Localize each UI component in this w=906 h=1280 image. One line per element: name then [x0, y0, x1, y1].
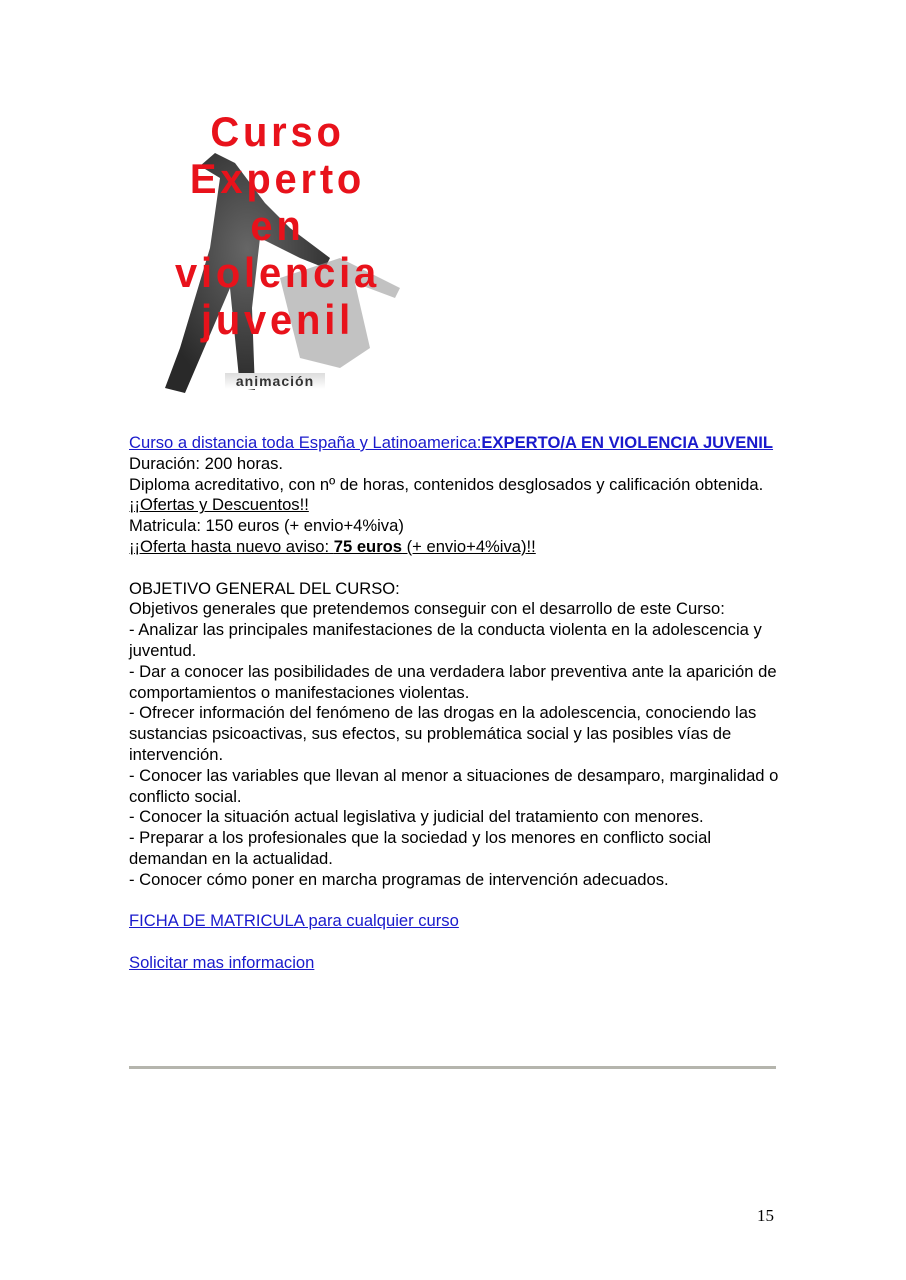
offer-price: 75 euros: [333, 536, 403, 556]
course-link-title: EXPERTO/A EN VIOLENCIA JUVENIL: [481, 433, 774, 452]
spacer: [129, 932, 779, 953]
offers-text: ¡¡Ofertas y Descuentos!!: [129, 495, 309, 515]
objective-item: - Conocer la situación actual legislativa y judicial del tratamiento con menores.: [129, 807, 704, 827]
enrollment-form-link[interactable]: FICHA DE MATRICULA para cualquier curso: [129, 911, 459, 931]
offer-text: [129, 537, 779, 558]
course-title-paragraph: [129, 433, 779, 454]
logo-line-2: Experto: [189, 155, 366, 202]
objective-item: - Dar a conocer las posibilidades de una verdadera labor preventiva ante la aparición de comportamientos o manifestaciones violentas.: [129, 661, 777, 702]
horizontal-rule: [129, 1066, 776, 1069]
offer-prefix: ¡¡Oferta hasta nuevo aviso:: [129, 536, 334, 556]
more-info-link[interactable]: Solicitar mas informacion: [129, 952, 315, 972]
diploma-text: Diploma acreditativo, con nº de horas, contenidos desglosados y calificación obtenida.: [129, 474, 764, 494]
logo-line-1: Curso: [210, 108, 345, 155]
spacer: [129, 558, 779, 579]
objective-item: - Preparar a los profesionales que la sociedad y los menores en conflicto social demandan en la actualidad.: [129, 828, 712, 868]
objective-item: - Conocer las variables que llevan al menor a situaciones de desamparo, marginalidad o conflicto social.: [129, 765, 779, 806]
duration-text: Duración: 200 horas.: [129, 453, 284, 473]
objectives-heading: OBJETIVO GENERAL DEL CURSO:: [129, 578, 400, 598]
logo-caption: animación: [225, 373, 325, 389]
logo-line-3: en: [250, 202, 305, 249]
logo-line-5: juvenil: [200, 296, 354, 343]
course-title-link[interactable]: [129, 433, 773, 452]
course-logo-image: [140, 108, 415, 403]
offer-suffix: (+ envio+4%iva)!!: [402, 536, 536, 556]
objectives-intro: Objetivos generales que pretendemos conseguir con el desarrollo de este Curso:: [129, 599, 725, 619]
logo-title: [147, 108, 408, 343]
price-text: Matricula: 150 euros (+ envio+4%iva): [129, 516, 404, 536]
page-number: 15: [757, 1206, 774, 1225]
logo-line-4: violencia: [175, 249, 380, 296]
spacer: [129, 891, 779, 912]
course-link-prefix: Curso a distancia toda España y Latinoamerica:: [129, 433, 482, 452]
objective-item: - Analizar las principales manifestaciones de la conducta violenta en la adolescencia y juventud.: [129, 620, 762, 660]
objective-item: - Ofrecer información del fenómeno de las drogas en la adolescencia, conociendo las sustancias psicoactivas, sus efectos, su problemática social y las posibles vías de intervención.: [129, 703, 757, 764]
document-body: [129, 433, 779, 974]
objective-item: - Conocer cómo poner en marcha programas de intervención adecuados.: [129, 869, 669, 889]
